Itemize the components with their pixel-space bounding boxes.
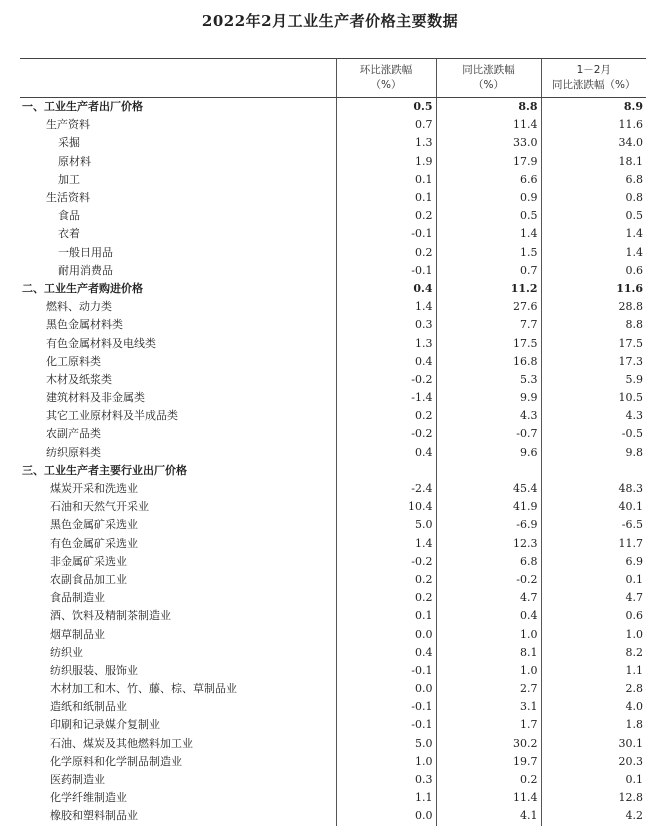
yoy-value: 3.1	[436, 698, 541, 716]
yoy-value: 1.4	[436, 225, 541, 243]
table-row	[20, 480, 646, 498]
row-label: 酒、饮料及精制茶制造业	[50, 609, 171, 623]
yoy-value: 6.8	[436, 553, 541, 571]
row-label: 燃料、动力类	[46, 300, 112, 314]
mom-value: -0.1	[336, 716, 436, 734]
table-row	[20, 680, 646, 698]
mom-value: 10.4	[336, 498, 436, 516]
ytd-value: 11.6	[541, 280, 646, 298]
mom-value: 0.4	[336, 444, 436, 462]
yoy-value: 12.3	[436, 535, 541, 553]
mom-value: 0.2	[336, 407, 436, 425]
ytd-value: 0.6	[541, 607, 646, 625]
table-row	[20, 571, 646, 589]
table-row	[20, 225, 646, 243]
header-mom-line2: （%）	[370, 79, 402, 91]
mom-value: -0.2	[336, 553, 436, 571]
table-row	[20, 698, 646, 716]
mom-value: 0.3	[336, 316, 436, 334]
ytd-value: 0.1	[541, 571, 646, 589]
ytd-value: 34.0	[541, 134, 646, 152]
yoy-value: 4.3	[436, 407, 541, 425]
ppi-data-table	[20, 58, 646, 826]
yoy-value: -0.7	[436, 425, 541, 443]
header-blank	[20, 59, 336, 98]
mom-value: -0.2	[336, 371, 436, 389]
row-label: 化学原料和化学制品制造业	[50, 754, 182, 768]
yoy-value: 7.7	[436, 316, 541, 334]
mom-value: 0.0	[336, 807, 436, 825]
mom-value: 1.1	[336, 789, 436, 807]
ytd-value: 4.0	[541, 698, 646, 716]
row-label: 三、工业生产者主要行业出厂价格	[22, 463, 187, 477]
yoy-value: 0.2	[436, 771, 541, 789]
table-row	[20, 735, 646, 753]
row-label: 石油、煤炭及其他燃料加工业	[50, 736, 193, 750]
mom-value: 5.0	[336, 735, 436, 753]
mom-value: 0.1	[336, 607, 436, 625]
table-row	[20, 535, 646, 553]
row-label: 食品制造业	[50, 591, 105, 605]
table-row	[20, 244, 646, 262]
yoy-value: 1.5	[436, 244, 541, 262]
ytd-value: 17.5	[541, 334, 646, 352]
yoy-value: 27.6	[436, 298, 541, 316]
table-row	[20, 153, 646, 171]
mom-value: 5.0	[336, 516, 436, 534]
table-row	[20, 516, 646, 534]
yoy-value: 16.8	[436, 353, 541, 371]
ytd-value: 0.1	[541, 771, 646, 789]
row-label: 衣着	[58, 227, 80, 241]
table-row	[20, 280, 646, 298]
table-row	[20, 662, 646, 680]
row-label: 二、工业生产者购进价格	[22, 281, 143, 295]
ytd-value: 9.8	[541, 444, 646, 462]
row-label: 煤炭开采和洗选业	[50, 482, 138, 496]
row-label: 黑色金属矿采选业	[50, 518, 138, 532]
ytd-value: 12.8	[541, 789, 646, 807]
mom-value: 0.3	[336, 771, 436, 789]
yoy-value: 9.9	[436, 389, 541, 407]
table-row	[20, 407, 646, 425]
mom-value: -0.1	[336, 225, 436, 243]
mom-value: 1.9	[336, 153, 436, 171]
table-row	[20, 753, 646, 771]
table-row	[20, 389, 646, 407]
table-row	[20, 207, 646, 225]
ytd-value: 1.8	[541, 716, 646, 734]
row-label: 纺织服装、服饰业	[50, 663, 138, 677]
table-row	[20, 334, 646, 352]
ytd-value: 1.1	[541, 662, 646, 680]
mom-value: 0.0	[336, 625, 436, 643]
row-label: 其它工业原材料及半成品类	[46, 409, 178, 423]
row-label: 生活资料	[46, 191, 90, 205]
ytd-value: 5.9	[541, 371, 646, 389]
ytd-value: 17.3	[541, 353, 646, 371]
yoy-value: 9.6	[436, 444, 541, 462]
table-row	[20, 553, 646, 571]
yoy-value: 0.7	[436, 262, 541, 280]
yoy-value: 45.4	[436, 480, 541, 498]
table-row	[20, 462, 646, 480]
ytd-value	[541, 462, 646, 480]
mom-value: 1.3	[336, 134, 436, 152]
yoy-value: 17.9	[436, 153, 541, 171]
mom-value: 0.2	[336, 571, 436, 589]
yoy-value: 8.1	[436, 644, 541, 662]
row-label: 有色金属矿采选业	[50, 536, 138, 550]
mom-value: 1.4	[336, 298, 436, 316]
mom-value: -0.1	[336, 262, 436, 280]
ytd-value: 8.8	[541, 316, 646, 334]
header-yoy	[436, 59, 541, 98]
row-label: 黑色金属材料类	[46, 318, 123, 332]
ytd-value: -6.5	[541, 516, 646, 534]
ytd-value: 6.9	[541, 553, 646, 571]
ytd-value: 0.8	[541, 189, 646, 207]
yoy-value: 0.9	[436, 189, 541, 207]
yoy-value: 11.4	[436, 789, 541, 807]
table-row	[20, 607, 646, 625]
ytd-value: 28.8	[541, 298, 646, 316]
row-label: 有色金属材料及电线类	[46, 336, 156, 350]
ytd-value: 1.4	[541, 244, 646, 262]
yoy-value	[436, 462, 541, 480]
yoy-value: 8.8	[436, 98, 541, 117]
mom-value: 0.5	[336, 98, 436, 117]
row-label: 建筑材料及非金属类	[46, 391, 145, 405]
yoy-value: 33.0	[436, 134, 541, 152]
row-label: 农副食品加工业	[50, 572, 127, 586]
row-label: 原材料	[58, 154, 91, 168]
table-row	[20, 262, 646, 280]
table-row	[20, 98, 646, 117]
mom-value: -0.2	[336, 425, 436, 443]
mom-value: 0.1	[336, 189, 436, 207]
row-label: 印刷和记录媒介复制业	[50, 718, 160, 732]
table-row	[20, 644, 646, 662]
yoy-value: 1.0	[436, 625, 541, 643]
mom-value: 0.0	[336, 680, 436, 698]
row-label: 加工	[58, 172, 80, 186]
table-row	[20, 444, 646, 462]
mom-value: -1.4	[336, 389, 436, 407]
ytd-value: -0.5	[541, 425, 646, 443]
mom-value: -0.1	[336, 662, 436, 680]
ytd-value: 8.2	[541, 644, 646, 662]
row-label: 耐用消费品	[58, 263, 113, 277]
row-label: 食品	[58, 209, 80, 223]
ytd-value: 4.3	[541, 407, 646, 425]
mom-value: 0.7	[336, 116, 436, 134]
yoy-value: 0.4	[436, 607, 541, 625]
mom-value: 0.4	[336, 280, 436, 298]
row-label: 采掘	[58, 136, 80, 150]
ytd-value: 48.3	[541, 480, 646, 498]
ytd-value: 10.5	[541, 389, 646, 407]
ytd-value: 0.6	[541, 262, 646, 280]
ytd-value: 18.1	[541, 153, 646, 171]
table-row	[20, 498, 646, 516]
table-row	[20, 171, 646, 189]
mom-value: 0.2	[336, 207, 436, 225]
mom-value: 0.4	[336, 644, 436, 662]
ytd-value: 1.4	[541, 225, 646, 243]
table-row	[20, 807, 646, 825]
mom-value: 0.4	[336, 353, 436, 371]
yoy-value: -0.2	[436, 571, 541, 589]
table-row	[20, 771, 646, 789]
table-row	[20, 298, 646, 316]
row-label: 一般日用品	[58, 245, 113, 259]
yoy-value: 11.4	[436, 116, 541, 134]
table-row	[20, 134, 646, 152]
row-label: 化工原料类	[46, 354, 101, 368]
ytd-value: 1.0	[541, 625, 646, 643]
yoy-value: 19.7	[436, 753, 541, 771]
yoy-value: 11.2	[436, 280, 541, 298]
table-row	[20, 789, 646, 807]
ytd-value: 11.7	[541, 535, 646, 553]
ytd-value: 4.2	[541, 807, 646, 825]
ytd-value: 8.9	[541, 98, 646, 117]
header-yoy-line1: 同比涨跌幅	[462, 64, 515, 76]
mom-value: 1.0	[336, 753, 436, 771]
row-label: 烟草制品业	[50, 627, 105, 641]
table-row	[20, 425, 646, 443]
table-row	[20, 371, 646, 389]
yoy-value: 0.5	[436, 207, 541, 225]
mom-value: 1.4	[336, 535, 436, 553]
table-row	[20, 116, 646, 134]
table-header-row	[20, 59, 646, 98]
yoy-value: 30.2	[436, 735, 541, 753]
mom-value: -2.4	[336, 480, 436, 498]
header-mom-line1: 环比涨跌幅	[359, 64, 413, 76]
table-row	[20, 716, 646, 734]
mom-value: 1.3	[336, 334, 436, 352]
ytd-value: 11.6	[541, 116, 646, 134]
row-label: 非金属矿采选业	[50, 554, 127, 568]
mom-value: -0.1	[336, 698, 436, 716]
header-ytd-line1: 1－2月	[576, 64, 611, 76]
ytd-value: 30.1	[541, 735, 646, 753]
page-title: 2022年2月工业生产者价格主要数据	[201, 12, 459, 30]
yoy-value: 2.7	[436, 680, 541, 698]
yoy-value: 4.7	[436, 589, 541, 607]
yoy-value: 1.0	[436, 662, 541, 680]
header-ytd	[541, 59, 646, 98]
yoy-value: 6.6	[436, 171, 541, 189]
ytd-value: 6.8	[541, 171, 646, 189]
row-label: 纺织业	[50, 645, 83, 659]
ytd-value: 2.8	[541, 680, 646, 698]
ytd-value: 0.5	[541, 207, 646, 225]
yoy-value: 17.5	[436, 334, 541, 352]
table-row	[20, 353, 646, 371]
row-label: 橡胶和塑料制品业	[50, 809, 138, 823]
mom-value: 0.1	[336, 171, 436, 189]
ytd-value: 4.7	[541, 589, 646, 607]
row-label: 木材及纸浆类	[46, 372, 112, 386]
mom-value: 0.2	[336, 589, 436, 607]
yoy-value: 4.1	[436, 807, 541, 825]
row-label: 农副产品类	[46, 427, 101, 441]
row-label: 一、工业生产者出厂价格	[22, 100, 143, 114]
table-row	[20, 316, 646, 334]
yoy-value: 1.7	[436, 716, 541, 734]
ytd-value: 40.1	[541, 498, 646, 516]
row-label: 木材加工和木、竹、藤、棕、草制品业	[50, 682, 237, 696]
yoy-value: 5.3	[436, 371, 541, 389]
yoy-value: -6.9	[436, 516, 541, 534]
table-row	[20, 625, 646, 643]
row-label: 化学纤维制造业	[50, 791, 127, 805]
table-row	[20, 589, 646, 607]
table-row	[20, 189, 646, 207]
row-label: 医药制造业	[50, 773, 105, 787]
mom-value	[336, 462, 436, 480]
header-ytd-line2: 同比涨跌幅（%）	[552, 79, 636, 91]
header-mom	[336, 59, 436, 98]
row-label: 纺织原料类	[46, 445, 101, 459]
ytd-value: 20.3	[541, 753, 646, 771]
header-yoy-line2: （%）	[473, 79, 504, 91]
row-label: 造纸和纸制品业	[50, 700, 127, 714]
row-label: 生产资料	[46, 118, 90, 132]
yoy-value: 41.9	[436, 498, 541, 516]
mom-value: 0.2	[336, 244, 436, 262]
row-label: 石油和天然气开采业	[50, 500, 149, 514]
